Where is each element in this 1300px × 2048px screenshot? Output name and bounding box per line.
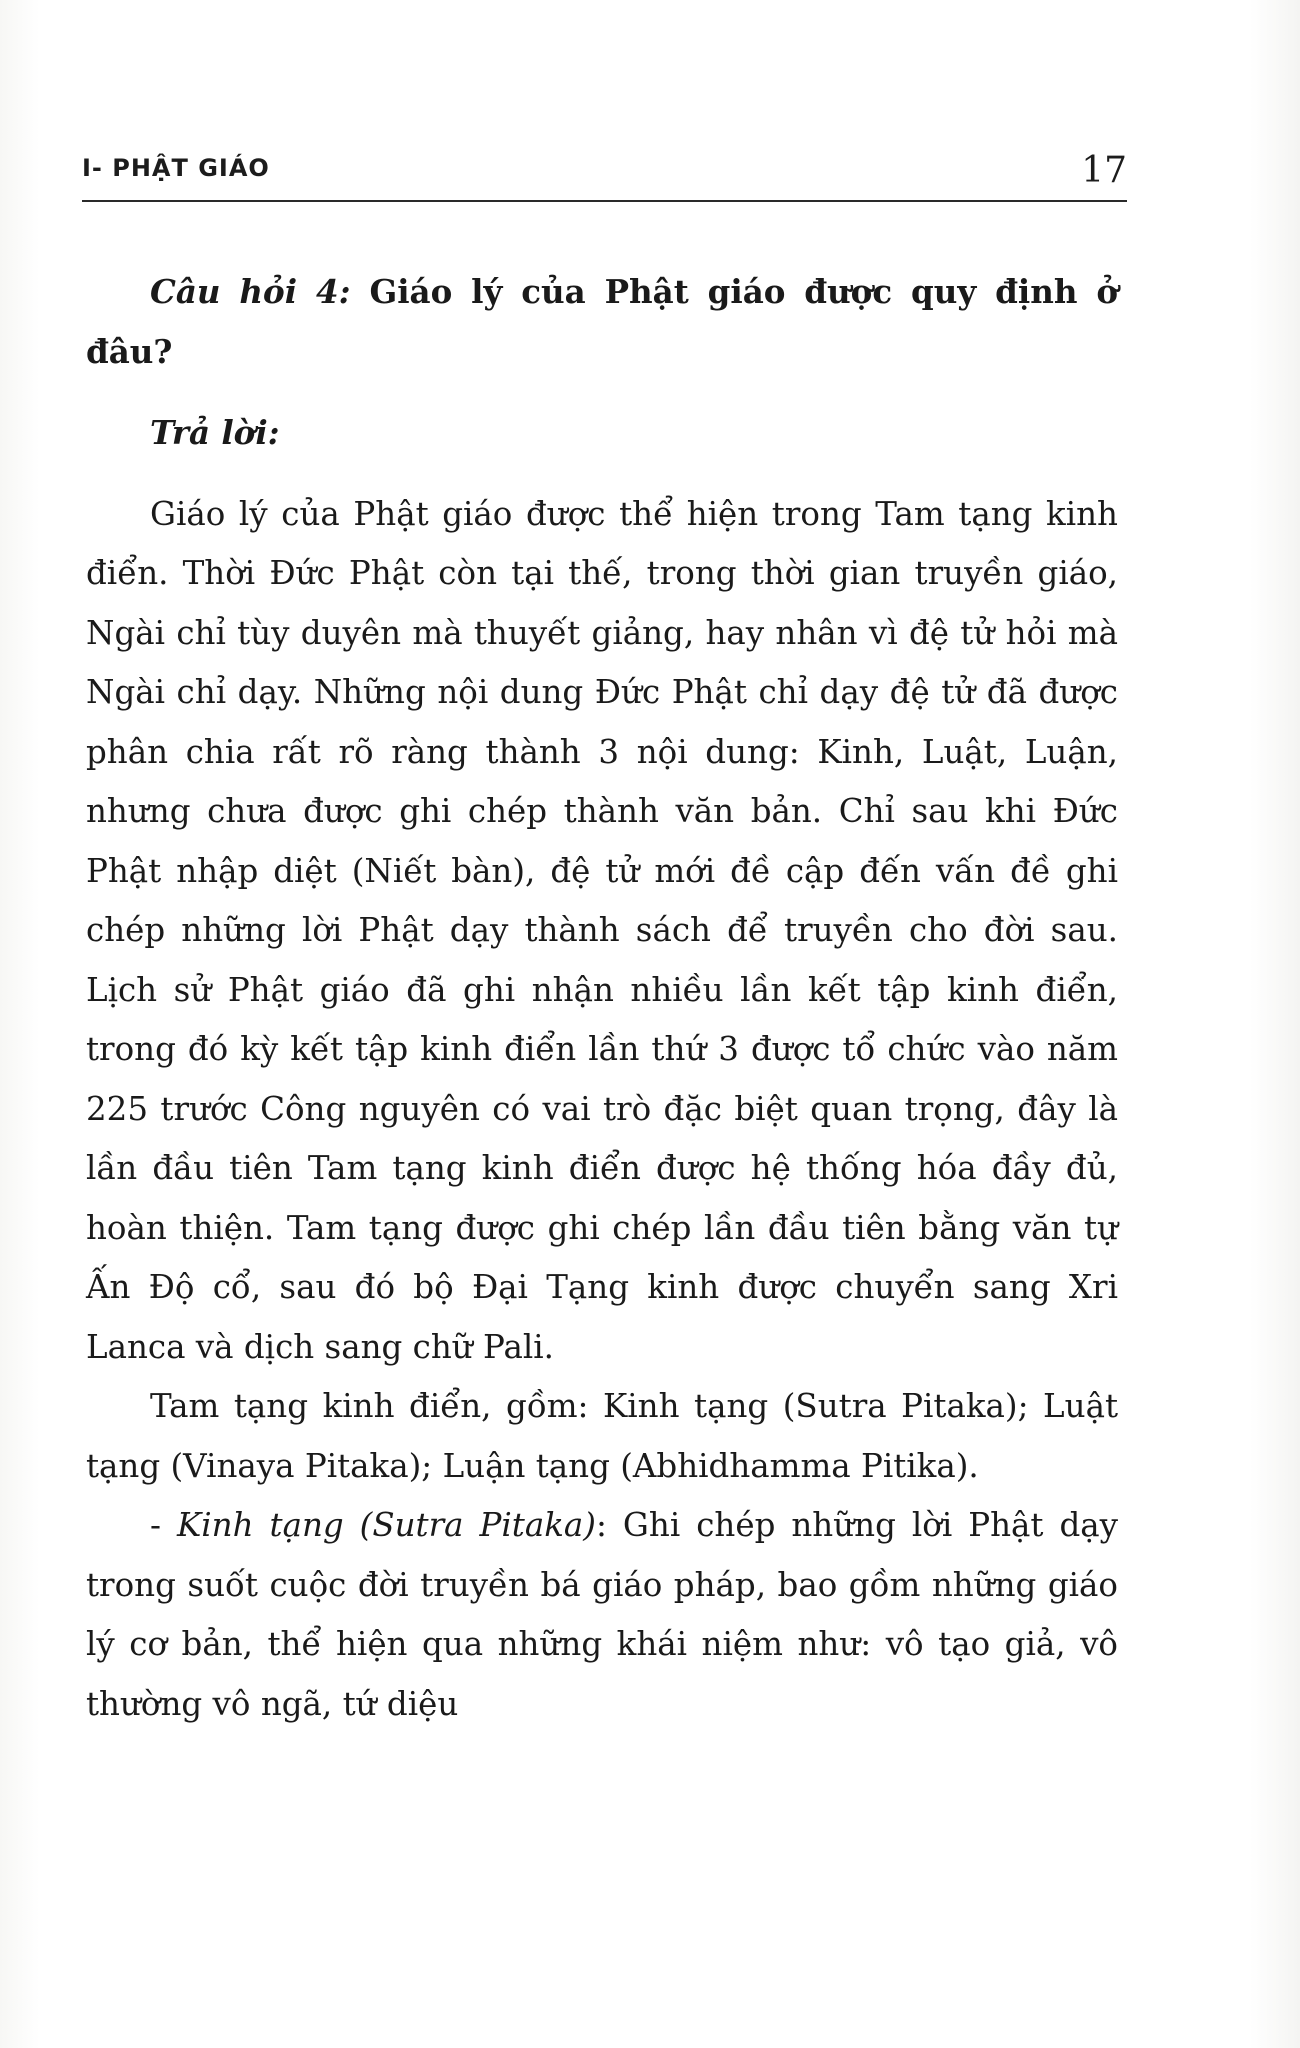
list-dash: - (150, 1506, 177, 1544)
question-label: Câu hỏi 4: (150, 272, 351, 311)
kinh-tang-term: Kinh tạng (Sutra Pitaka) (176, 1506, 596, 1544)
paragraph-tripitaka-list: Tam tạng kinh điển, gồm: Kinh tạng (Sutra Pitaka); Luật tạng (Vinaya Pitaka); Luận tạng (Abhidhamma Pitika). (86, 1387, 1118, 1485)
section-title: I- PHẬT GIÁO (82, 154, 270, 182)
paragraph-canon-history: Giáo lý của Phật giáo được thể hiện trong Tam tạng kinh điển. Thời Đức Phật còn tại thế, trong thời gian truyền giáo, Ngài chỉ tùy duyên mà thuyết giảng, hay nhân vì đệ tử hỏi mà Ngài chỉ dạy. Những nội dung Đức Phật chỉ dạy đệ tử đã được phân chia rất rõ ràng thành 3 nội dung: Kinh, Luật, Luận, nhưng chưa được ghi chép thành văn bản. Chỉ sau khi Đức Phật nhập diệt (Niết bàn), đệ tử mới đề cập đến vấn đề ghi chép những lời Phật dạy thành sách để truyền cho đời sau. Lịch sử Phật giáo đã ghi nhận nhiều lần kết tập kinh điển, trong đó kỳ kết tập kinh điển lần thứ 3 được tổ chức vào năm 225 trước Công nguyên có vai trò đặc biệt quan trọng, đây là lần đầu tiên Tam tạng kinh điển được hệ thống hóa đầy đủ, hoàn thiện. Tam tạng được ghi chép lần đầu tiên bằng văn tự Ấn Độ cổ, sau đó bộ Đại Tạng kinh được chuyển sang Xri Lanca và dịch sang chữ Pali. (86, 494, 1118, 1366)
answer-label: Trả lời: (150, 413, 280, 452)
page-number: 17 (1081, 150, 1127, 191)
running-header (82, 150, 1127, 202)
question-heading (86, 262, 1118, 381)
kinh-tang-text: : Ghi chép những lời Phật dạy trong suốt cuộc đời truyền bá giáo pháp, bao gồm những giáo lý cơ bản, thể hiện qua những khái niệm như: vô tạo giả, vô thường vô ngã, tứ diệu (86, 1506, 1119, 1723)
page-body (86, 262, 1118, 1734)
question-text: Giáo lý của Phật giáo được quy định ở đâu? (86, 272, 1118, 371)
paragraph-kinh-tang (86, 1496, 1118, 1734)
